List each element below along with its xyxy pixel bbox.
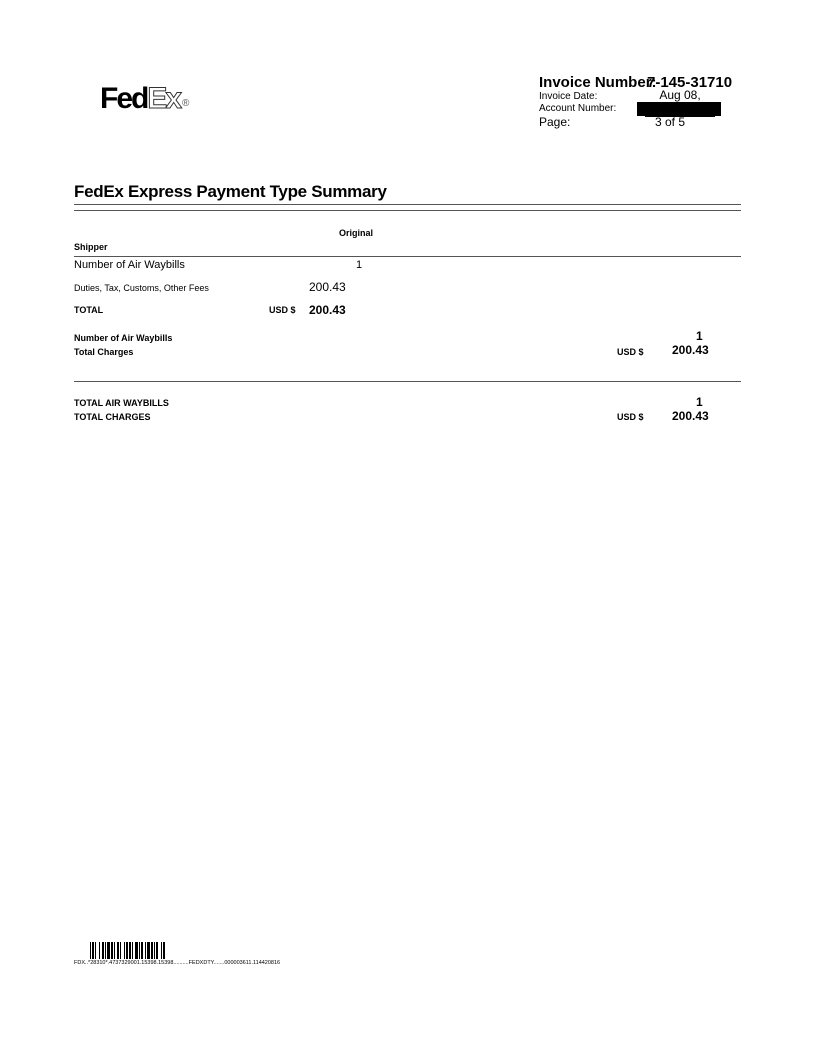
account-number-label: Account Number: <box>539 103 617 114</box>
barcode-text: FDX..*28310*.4737329001.15398.15398..........FEDXDTY.......000003611.114420816 <box>74 960 281 966</box>
grand-charges-label: TOTAL CHARGES <box>74 412 151 422</box>
section-awb-value: 1 <box>696 329 703 343</box>
total-label: TOTAL <box>74 305 104 315</box>
page-title: FedEx Express Payment Type Summary <box>74 182 387 201</box>
section-charges-label: Total Charges <box>74 347 134 357</box>
invoice-date: Aug 08, <box>645 88 715 117</box>
barcode <box>90 942 206 959</box>
invoice-number: 7-145-31710 <box>647 74 733 91</box>
summary-rule <box>74 381 741 382</box>
page-label: Page: <box>539 115 571 129</box>
row-label-fees: Duties, Tax, Customs, Other Fees <box>74 283 209 293</box>
grand-charges-value: 200.43 <box>672 409 709 423</box>
grand-charges-currency: USD $ <box>617 412 644 422</box>
total-currency: USD $ <box>269 305 296 315</box>
row-value-fees: 200.43 <box>309 280 346 294</box>
account-number-redaction <box>637 102 721 116</box>
column-header-original: Original <box>339 228 374 238</box>
section-awb-label: Number of Air Waybills <box>74 333 173 343</box>
invoice-date-label: Invoice Date: <box>539 91 598 102</box>
title-rule-bottom <box>74 210 741 211</box>
fedex-logo <box>100 84 189 114</box>
section-charges-value: 200.43 <box>672 343 709 357</box>
logo-fed: Fed <box>100 82 148 115</box>
grand-awb-value: 1 <box>696 395 703 409</box>
row-value-air-waybills: 1 <box>356 259 363 271</box>
grand-awb-label: TOTAL AIR WAYBILLS <box>74 398 169 408</box>
row-label-air-waybills: Number of Air Waybills <box>74 259 185 271</box>
section-charges-currency: USD $ <box>617 347 644 357</box>
title-rule-top <box>74 204 741 205</box>
registered-mark: ® <box>182 98 190 109</box>
total-value: 200.43 <box>309 303 346 317</box>
logo-ex: Ex <box>147 82 181 115</box>
page-value: 3 of 5 <box>655 115 686 129</box>
section-label-shipper: Shipper <box>74 242 108 252</box>
invoice-number-label: Invoice Number: <box>539 74 657 91</box>
section-rule <box>74 256 741 257</box>
